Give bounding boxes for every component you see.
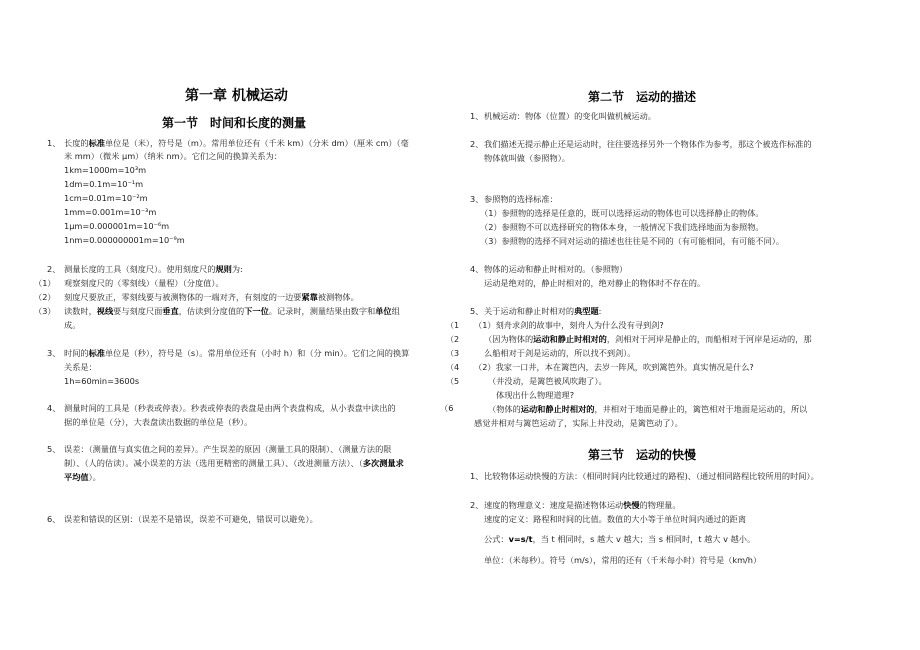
r3-sub3: （3）参照物的选择不同对运动的描述也往往是不同的（有可能相同，有可能不同）。 <box>480 236 785 246</box>
text-run: 制）、（人的估读）。减小误差的方法（选用更精密的测量工具）、（改进测量方法）、（ <box>64 458 363 468</box>
text-run: 读数时， <box>64 306 97 316</box>
item2-sub3-label: （3） <box>34 306 56 316</box>
r3-sub2: （2）参照物不可以选择研究的物体本身，一般情况下我们选择地面为参照物。 <box>480 222 764 232</box>
r5-line1 <box>484 305 601 318</box>
conversion-6: 1nm=0.000000001m=10⁻⁹m <box>64 235 185 245</box>
bold-term: 垂直 <box>162 306 179 316</box>
item4-line1: 测量时间的工具是（秒表或停表）。秒表或停表的表盘是由两个表盘构成，从小表盘中读出的 <box>64 403 396 413</box>
item2-sub3-line2: 成。 <box>64 320 81 330</box>
text-run: 时间的 <box>64 348 89 358</box>
text-run: : <box>598 306 602 316</box>
item1-text <box>64 137 456 162</box>
text-run: 关于运动和静止时相对的 <box>484 306 575 316</box>
s2-unit-line: 单位：（米每秒）。符号（m/s），常用的还有（千米每小时）符号是（km/h） <box>484 555 762 565</box>
text-run: ，当 t 相同时，s 越大 v 越大；当 s 相同时，t 越大 v 越小。 <box>532 534 756 544</box>
r5-a2-line4: 感觉井相对与篱笆运动了，实际上井没动，是篱笆动了）。 <box>474 418 683 428</box>
r2-number: 2、 <box>470 139 484 149</box>
section2-title: 第二节 运动的描述 <box>588 90 697 104</box>
text-run: 刻度尺要放正，零刻线要与被测物体的一端对齐，有刻度的一边要 <box>64 292 302 302</box>
conversion-2: 1dm=0.1m=10⁻¹m <box>64 179 144 189</box>
r5-a1-line1 <box>484 333 812 346</box>
r2-line1: 我们描述无提示静止还是运动时，往往要选择另外一个物体作为参考，那这个被选作标准的 <box>484 139 812 149</box>
text-run: ，剑相对于河岸是静止的，而船相对于河岸是运动的，那 <box>606 334 812 344</box>
item2-sub1: 观察刻度尺的（零刻线）（量程）（分度值）。 <box>64 278 224 288</box>
r3-sub1: （1）参照物的选择是任意的，既可以选择运动的物体也可以选择静止的物体。 <box>480 208 764 218</box>
margin-label: （2 <box>446 335 460 344</box>
item3-number: 3、 <box>47 348 61 358</box>
margin-label: （5 <box>446 377 460 386</box>
section1-title: 第一节 时间和长度的测量 <box>162 116 307 130</box>
item6-line1: 误差和错误的区别：（误差不是错误，误差不可避免，错误可以避免）。 <box>64 514 318 524</box>
text-run: 组 <box>391 306 400 316</box>
s2-number: 2、 <box>470 500 484 510</box>
s1-number: 1、 <box>470 471 484 481</box>
item2-sub2 <box>64 291 359 304</box>
bold-term: 单位 <box>375 306 392 316</box>
conversion-3: 1cm=0.01m=10⁻²m <box>64 193 148 203</box>
item1-number: 1、 <box>47 138 61 148</box>
bold-term: 紧靠 <box>301 292 318 302</box>
bold-term: 快慢 <box>623 500 640 510</box>
text-run: 的物理量。 <box>639 500 681 510</box>
r3-line1: 参照物的选择标准： <box>484 194 558 204</box>
bold-term: 规则 <box>215 264 232 274</box>
text-run: ，井相对于地面是静止的，篱笆相对于地面是运动的，所以 <box>594 404 808 414</box>
r2-line2: 物体就叫做（参照物）。 <box>484 153 570 163</box>
item3-line3: 1h=60min=3600s <box>64 376 140 386</box>
text-run: 速度的物理意义：速度是描述物体运动 <box>484 500 624 510</box>
r1-number: 1、 <box>470 111 484 121</box>
item2-sub2-label: （2） <box>34 292 56 302</box>
r4-line1: 物体的运动和静止时相对的。（参照物） <box>484 264 628 274</box>
conversion-1: 1km=1000m=10³m <box>64 165 147 175</box>
text-run: 为: <box>231 264 243 274</box>
item3-line2: 关系是： <box>64 362 97 372</box>
margin-label: （3 <box>446 349 460 358</box>
item2-line1 <box>64 263 243 276</box>
section3-title: 第三节 运动的快慢 <box>588 448 697 462</box>
item4-line1-end: （6 <box>440 403 454 413</box>
bold-term: 运动和静止时相对的 <box>533 334 607 344</box>
text-run: 公式： <box>484 534 509 544</box>
item3-line1 <box>64 347 409 360</box>
text-run: （物体的 <box>488 404 521 414</box>
text-run: 单位是（秒），符号是（s）。常用单位还有（小时 h）和（分 min）。它们之间的换算 <box>104 348 410 358</box>
bold-term: 下一位 <box>244 306 269 316</box>
item5-number: 5、 <box>47 444 61 454</box>
r5-q1: （1）刻舟求剑的故事中，刻舟人为什么没有寻到剑? <box>474 320 664 330</box>
s1-text: 比较物体运动快慢的方法：（相同时间内比较通过的路程)、（通过相同路程比较所用的时间）。 <box>484 471 819 481</box>
text-run: 米 mm）（微米 μm）（纳米 nm）。它们之间的换算关系为： <box>64 150 282 161</box>
conversion-5: 1μm=0.000001m=10⁻⁶m <box>64 221 170 231</box>
bold-term: 视线 <box>96 306 114 316</box>
bold-term: 标准 <box>88 138 105 148</box>
item2-number: 2、 <box>47 264 61 274</box>
s2-formula-line <box>484 533 755 546</box>
formula: v=s/t <box>508 534 533 544</box>
text-run: 长度的 <box>64 138 89 148</box>
item2-sub1-label: （1） <box>34 278 56 288</box>
r5-a2-line2: 体现出什么物理道理? <box>496 390 575 400</box>
item6-number: 6、 <box>47 514 61 524</box>
r4-line2: 运动是绝对的，静止时相对的，绝对静止的物体时不存在的。 <box>484 278 706 288</box>
r5-a2-line1: （井没动，是篱笆被风吹跑了）。 <box>488 376 607 386</box>
item4-number: 4、 <box>47 403 61 413</box>
s2-line1 <box>484 499 681 512</box>
r5-number: 5、 <box>470 306 484 316</box>
item5-line1: 误差：（测量值与真实值之间的差异）。产生误差的原因（测量工具的限制）、（测量方法的限 <box>64 444 392 454</box>
item2-sub3 <box>64 305 400 318</box>
r1-text: 机械运动：物体（位置）的变化叫做机械运动。 <box>484 111 656 121</box>
text-run: 要与刻度尺面 <box>113 306 163 316</box>
margin-label: （1 <box>446 321 460 330</box>
text-run: 单位是（米），符号是（m）。常用单位还有（千米 km）（分米 dm）（厘米 cm）（毫 <box>104 138 409 148</box>
conversion-4: 1mm=0.001m=10⁻³m <box>64 207 157 217</box>
r5-a1-line2: 么船相对于剑是运动的，所以找不到剑）。 <box>484 348 636 358</box>
text-run: （因为物体的 <box>484 334 534 344</box>
text-run: 。记录时，测量结果由数字和 <box>268 306 376 316</box>
bold-term: 标准 <box>88 348 105 358</box>
item4-line2: 据的单位是（分），大表盘读出数据的单位是（秒）。 <box>64 417 253 427</box>
margin-label: （4 <box>446 363 460 372</box>
s2-line2: 速度的定义：路程和时间的比值。数值的大小等于单位时间内通过的距离 <box>484 514 747 524</box>
text-run: ，估读到分度值的 <box>178 306 245 316</box>
bold-term: 多次测量求 <box>362 458 404 468</box>
r5-a2-line3 <box>488 403 807 416</box>
text-run: ）。 <box>88 472 101 482</box>
r4-number: 4、 <box>470 264 484 274</box>
item5-line2 <box>64 457 404 470</box>
r5-q2: （2）我家一口井，本在篱笆内，去岁一阵风，吹到篱笆外。真实情况是什么? <box>474 362 754 372</box>
bold-term: 典型题 <box>574 306 599 316</box>
bold-term: 平均值 <box>64 472 89 482</box>
text-run: 测量长度的工具（刻度尺）。使用刻度尺的 <box>64 264 216 274</box>
item5-line3 <box>64 471 101 484</box>
chapter-title: 第一章 机械运动 <box>185 88 288 104</box>
text-run: 被测物体。 <box>317 292 359 302</box>
r3-number: 3、 <box>470 194 484 204</box>
bold-term: 运动和静止时相对的 <box>520 404 595 414</box>
